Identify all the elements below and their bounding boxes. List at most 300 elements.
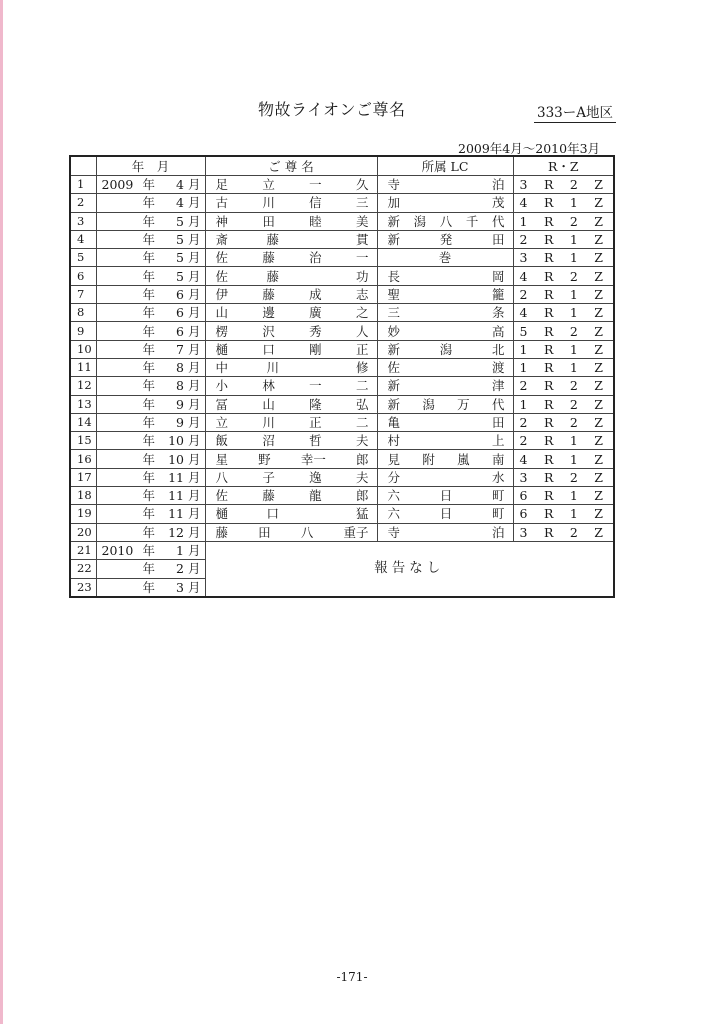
month-value: 6	[176, 323, 184, 339]
rz-part: 1	[569, 232, 578, 248]
year-month-cell	[96, 468, 205, 486]
club-char: 八	[439, 213, 453, 229]
year-month	[97, 286, 205, 303]
row-number: 11	[70, 358, 96, 376]
year-value	[102, 341, 138, 358]
club-char: 長	[387, 268, 401, 284]
rz-part: 1	[569, 433, 578, 449]
name-char: 幸一	[300, 451, 326, 467]
name-cell-chars	[206, 359, 377, 376]
rz-part: R	[543, 396, 554, 412]
year-month-cell	[96, 194, 205, 212]
name-char: 郎	[355, 451, 369, 467]
rz-values	[514, 487, 614, 504]
year-unit: 年	[142, 213, 156, 229]
name-cell	[205, 322, 377, 340]
rz-part: Z	[594, 268, 603, 284]
name-char: 佐	[215, 250, 229, 266]
month-unit: 月	[187, 561, 201, 577]
row-number: 7	[70, 285, 96, 303]
year-month-cell	[96, 358, 205, 376]
month-group	[167, 542, 201, 559]
month-value: 5	[176, 250, 184, 266]
club-cell	[377, 468, 513, 486]
name-cell	[205, 304, 377, 322]
rz-part: R	[543, 433, 554, 449]
rz-part: Z	[594, 341, 603, 357]
rz-values	[514, 304, 614, 321]
month-value: 6	[176, 286, 184, 302]
name-char: 口	[266, 506, 280, 522]
name-char: 一	[309, 177, 322, 193]
name-char: 藤	[262, 286, 275, 302]
name-cell	[205, 358, 377, 376]
month-unit: 月	[187, 360, 201, 376]
name-cell	[205, 395, 377, 413]
name-char: 小	[215, 378, 229, 394]
name-char: 樋	[215, 506, 229, 522]
name-char: 川	[266, 360, 280, 376]
club-char: 町	[491, 488, 505, 504]
year-value	[102, 194, 138, 211]
year-unit: 年	[142, 506, 156, 522]
name-char: 斎	[215, 232, 229, 248]
row-number: 23	[70, 578, 96, 597]
club-char: 寺	[387, 524, 401, 540]
no-report-cell: 報告なし	[205, 541, 614, 596]
year-unit: 年	[142, 433, 156, 449]
rz-part: 5	[519, 323, 528, 339]
row-number: 9	[70, 322, 96, 340]
month-unit: 月	[187, 213, 201, 229]
row-number: 4	[70, 230, 96, 248]
club-char: 岡	[491, 268, 505, 284]
month-value: 11	[168, 488, 184, 504]
club-cell	[377, 230, 513, 248]
month-group	[167, 176, 201, 193]
year-month-cell	[96, 523, 205, 541]
year-month	[97, 268, 205, 285]
name-char: 夫	[355, 433, 369, 449]
rz-values	[514, 432, 614, 449]
rz-part: R	[543, 415, 554, 430]
header-no	[70, 156, 96, 176]
month-unit: 月	[187, 415, 201, 430]
name-cell-chars	[206, 396, 377, 413]
year-value	[102, 560, 138, 577]
club-cell	[377, 505, 513, 523]
month-value: 11	[168, 506, 184, 522]
year-value	[102, 286, 138, 303]
rz-values	[514, 213, 614, 230]
club-char: 巻	[438, 250, 452, 266]
month-group	[167, 323, 201, 340]
rz-part: R	[543, 213, 554, 229]
month-unit: 月	[187, 286, 201, 302]
name-cell	[205, 340, 377, 358]
year-value	[102, 323, 138, 340]
club-cell-chars	[378, 359, 513, 376]
rz-cell	[513, 505, 614, 523]
rz-values	[514, 176, 614, 193]
name-char: 野	[258, 451, 271, 467]
club-char: 三	[387, 305, 401, 321]
month-unit: 月	[187, 488, 201, 504]
month-unit: 月	[187, 543, 201, 559]
name-cell-chars	[206, 487, 377, 504]
table-row	[70, 358, 614, 376]
year-month-cell	[96, 541, 205, 559]
year-month	[97, 432, 205, 449]
name-char: 信	[309, 195, 322, 211]
table-row	[70, 432, 614, 450]
year-value	[102, 579, 138, 596]
rz-part: R	[543, 341, 554, 357]
name-cell	[205, 230, 377, 248]
name-cell	[205, 468, 377, 486]
rz-part: 3	[519, 250, 528, 266]
row-number: 6	[70, 267, 96, 285]
rz-part: 1	[569, 195, 578, 211]
year-value	[102, 487, 138, 504]
rz-part: Z	[594, 488, 603, 504]
year-value	[102, 451, 138, 468]
month-unit: 月	[187, 579, 201, 595]
rz-values	[514, 524, 614, 541]
club-cell	[377, 487, 513, 505]
name-char: 逸	[309, 469, 322, 485]
month-unit: 月	[187, 524, 201, 540]
year-month	[97, 304, 205, 321]
club-cell-chars	[378, 231, 513, 248]
rz-part: 3	[519, 469, 528, 485]
year-unit: 年	[142, 451, 156, 467]
club-cell-chars	[378, 341, 513, 358]
club-char: 千	[465, 213, 479, 229]
rz-cell	[513, 285, 614, 303]
rz-part: 2	[569, 524, 578, 540]
name-char: 二	[355, 378, 369, 394]
month-value: 12	[168, 524, 184, 540]
rz-values	[514, 377, 614, 394]
rz-part: R	[543, 305, 554, 321]
month-group	[167, 524, 201, 541]
club-cell-chars	[378, 286, 513, 303]
club-cell-chars	[378, 396, 513, 413]
rz-part: 1	[569, 506, 578, 522]
month-unit: 月	[187, 341, 201, 357]
rz-values	[514, 505, 614, 522]
year-unit: 年	[142, 250, 156, 266]
rz-part: 2	[569, 378, 578, 394]
year-month-cell	[96, 322, 205, 340]
rz-part: 2	[569, 213, 578, 229]
row-number: 16	[70, 450, 96, 468]
rz-values	[514, 268, 614, 285]
rz-values	[514, 231, 614, 248]
name-char: 立	[262, 177, 275, 193]
year-unit: 年	[142, 378, 156, 394]
row-number: 14	[70, 413, 96, 431]
month-value: 3	[176, 579, 184, 595]
year-unit: 年	[142, 396, 156, 412]
year-unit: 年	[142, 323, 156, 339]
month-unit: 月	[187, 451, 201, 467]
club-cell	[377, 432, 513, 450]
page-edge-mark	[0, 0, 3, 1024]
name-char: 田	[262, 213, 275, 229]
name-char: 廣	[309, 305, 322, 321]
name-cell	[205, 487, 377, 505]
name-cell-chars	[206, 451, 377, 468]
rz-values	[514, 359, 614, 376]
club-char: 町	[491, 506, 505, 522]
rz-part: Z	[594, 360, 603, 376]
header-year-month: 年 月	[96, 156, 205, 176]
name-char: 美	[355, 213, 369, 229]
rz-part: R	[543, 232, 554, 248]
year-month-cell	[96, 267, 205, 285]
year-month	[97, 524, 205, 541]
club-char: 潟	[439, 341, 453, 357]
year-value	[102, 432, 138, 449]
year-unit: 年	[142, 268, 156, 284]
year-unit: 年	[142, 305, 156, 321]
name-cell	[205, 212, 377, 230]
name-cell	[205, 267, 377, 285]
rz-values	[514, 396, 614, 413]
table-row	[70, 340, 614, 358]
year-value	[102, 231, 138, 248]
club-char: 水	[491, 469, 505, 485]
rz-part: 6	[519, 488, 528, 504]
rz-part: 1	[569, 451, 578, 467]
memorial-table	[69, 155, 615, 598]
table-row	[70, 322, 614, 340]
row-number: 21	[70, 541, 96, 559]
name-char: 楞	[215, 323, 229, 339]
club-cell-chars	[378, 194, 513, 211]
name-cell-chars	[206, 377, 377, 394]
rz-part: 1	[519, 341, 528, 357]
year-unit: 年	[142, 524, 156, 540]
rz-part: 2	[519, 433, 528, 449]
club-char: 高	[491, 323, 505, 339]
table-row	[70, 285, 614, 303]
year-value	[102, 359, 138, 376]
year-month	[97, 487, 205, 504]
month-group	[167, 505, 201, 522]
row-number: 13	[70, 395, 96, 413]
rz-cell	[513, 249, 614, 267]
month-group	[167, 249, 201, 266]
club-char: 田	[491, 415, 505, 430]
rz-part: Z	[594, 286, 603, 302]
month-unit: 月	[187, 378, 201, 394]
month-value: 8	[176, 378, 184, 394]
header-rz: R・Z	[513, 156, 614, 176]
rz-values	[514, 341, 614, 358]
name-char: 星	[215, 451, 229, 467]
rz-cell	[513, 176, 614, 194]
rz-part: 1	[569, 360, 578, 376]
rz-part: R	[543, 177, 554, 193]
club-cell	[377, 450, 513, 468]
name-char: 郎	[355, 488, 369, 504]
club-cell-chars	[378, 414, 513, 431]
year-unit: 年	[142, 579, 156, 595]
rz-part: 4	[519, 268, 528, 284]
club-cell-chars	[378, 268, 513, 285]
club-char: 条	[491, 305, 505, 321]
name-char: 志	[355, 286, 369, 302]
rz-part: Z	[594, 177, 603, 193]
name-char: 足	[215, 177, 229, 193]
name-char: 一	[355, 250, 369, 266]
table-row	[70, 468, 614, 486]
rz-part: Z	[594, 524, 603, 540]
rz-part: 1	[519, 360, 528, 376]
year-month	[97, 323, 205, 340]
year-month	[97, 341, 205, 358]
name-cell	[205, 413, 377, 431]
name-char: 重子	[343, 524, 369, 540]
year-month-cell	[96, 487, 205, 505]
name-cell-chars	[206, 176, 377, 193]
year-unit: 年	[142, 360, 156, 376]
month-group	[167, 286, 201, 303]
name-char: 川	[262, 415, 275, 430]
rz-cell	[513, 212, 614, 230]
name-char: 久	[355, 177, 369, 193]
name-char: 貫	[355, 232, 369, 248]
rz-part: Z	[594, 213, 603, 229]
club-cell	[377, 194, 513, 212]
row-number: 17	[70, 468, 96, 486]
name-cell-chars	[206, 323, 377, 340]
table-row	[70, 505, 614, 523]
club-cell-chars	[378, 432, 513, 449]
club-char: 新	[387, 232, 401, 248]
club-char: 日	[439, 506, 453, 522]
club-char: 寺	[387, 177, 401, 193]
rz-part: 1	[569, 250, 578, 266]
rz-part: Z	[594, 232, 603, 248]
club-cell-chars	[378, 213, 513, 230]
club-char: 潟	[422, 396, 435, 412]
month-value: 10	[168, 451, 184, 467]
month-unit: 月	[187, 232, 201, 248]
name-char: 子	[262, 469, 275, 485]
year-value: 2009	[101, 177, 134, 193]
name-char: 沼	[262, 433, 275, 449]
club-char: 村	[387, 433, 401, 449]
month-group	[167, 469, 201, 486]
year-unit: 年	[142, 286, 156, 302]
year-month	[97, 505, 205, 522]
rz-part: R	[543, 451, 554, 467]
year-value	[102, 213, 138, 230]
club-char: 潟	[413, 213, 427, 229]
month-group	[167, 194, 201, 211]
rz-part: R	[543, 378, 554, 394]
month-group	[167, 359, 201, 376]
name-char: 剛	[309, 341, 322, 357]
month-group	[167, 414, 201, 431]
rz-part: R	[543, 286, 554, 302]
rz-part: 2	[519, 415, 528, 430]
club-char: 万	[457, 396, 470, 412]
year-month-cell	[96, 176, 205, 194]
district-label: 333ーA地区	[534, 101, 616, 123]
month-unit: 月	[187, 433, 201, 449]
month-value: 11	[168, 469, 184, 485]
table-row	[70, 413, 614, 431]
name-char: 哲	[309, 433, 322, 449]
month-value: 2	[176, 561, 184, 577]
name-cell-chars	[206, 524, 377, 541]
name-char: 中	[215, 360, 229, 376]
row-number: 12	[70, 377, 96, 395]
rz-part: Z	[594, 378, 603, 394]
club-char: 南	[491, 451, 505, 467]
month-value: 5	[176, 232, 184, 248]
rz-part: 3	[519, 524, 528, 540]
name-char: 飯	[215, 433, 229, 449]
rz-part: R	[543, 524, 554, 540]
rz-part: R	[543, 323, 554, 339]
row-number: 5	[70, 249, 96, 267]
name-cell-chars	[206, 414, 377, 431]
row-number: 19	[70, 505, 96, 523]
rz-part: Z	[594, 451, 603, 467]
table-row	[70, 230, 614, 248]
name-char: 古	[215, 195, 229, 211]
rz-values	[514, 249, 614, 266]
name-char: 修	[355, 360, 369, 376]
month-unit: 月	[187, 268, 201, 284]
year-month-cell	[96, 230, 205, 248]
row-number: 1	[70, 176, 96, 194]
rz-cell	[513, 395, 614, 413]
year-unit: 年	[142, 488, 156, 504]
name-char: 人	[355, 323, 369, 339]
year-value	[102, 377, 138, 394]
year-month-cell	[96, 340, 205, 358]
name-cell	[205, 450, 377, 468]
month-group	[167, 451, 201, 468]
name-char: 口	[262, 341, 275, 357]
rz-part: R	[543, 250, 554, 266]
rz-part: 1	[569, 286, 578, 302]
name-cell-chars	[206, 469, 377, 486]
name-char: 藤	[266, 268, 280, 284]
year-month-cell	[96, 578, 205, 597]
year-value	[102, 304, 138, 321]
year-month-cell	[96, 377, 205, 395]
year-month-cell	[96, 450, 205, 468]
year-month-cell	[96, 432, 205, 450]
rz-cell	[513, 358, 614, 376]
rz-values	[514, 194, 614, 211]
club-char: 新	[387, 213, 401, 229]
name-char: 林	[262, 378, 275, 394]
rz-cell	[513, 340, 614, 358]
name-char: 邊	[262, 305, 275, 321]
year-month-cell	[96, 249, 205, 267]
row-number: 3	[70, 212, 96, 230]
name-cell	[205, 249, 377, 267]
